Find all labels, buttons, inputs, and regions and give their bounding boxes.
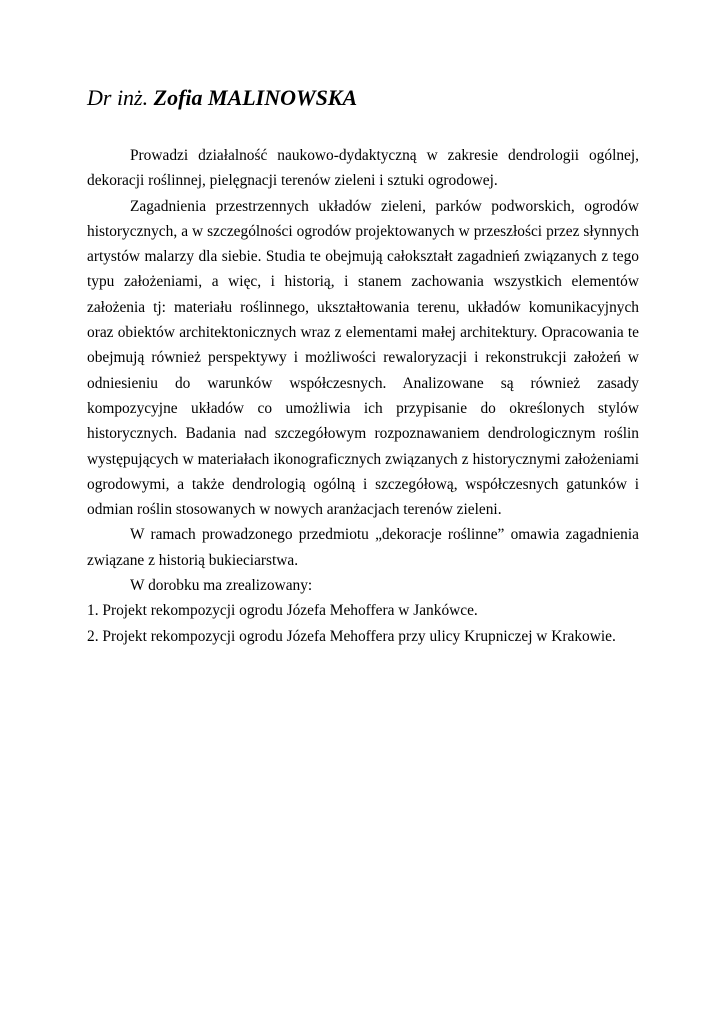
document-body: [87, 143, 639, 649]
paragraph-research: Zagadnienia przestrzennych układów zieleni, parków podworskich, ogrodów historycznych, a w szczególności ogrodów projektowanych w przeszłości przez słynnych artystów malarzy dla siebie. Studia te obejmują całokształt zagadnień związanych z tego typu założeniami, a więc, i historią, i stanem zachowania wszystkich elementów założenia tj: materiału roślinnego, ukształtowania terenu, układów komunikacyjnych oraz obiektów architektonicznych wraz z elementami małej architektury. Opracowania te obejmują również perspektywy i możliwości rewaloryzacji i rekonstrukcji założeń w odniesieniu do warunków współczesnych. Analizowane są również zasady kompozycyjne układów co umożliwia ich przypisanie do określonych stylów historycznych. Badania nad szczegółowym rozpoznawaniem dendrologicznym roślin występujących w materiałach ikonograficznych związanych z historycznymi założeniami ogrodowymi, a także dendrologią ogólną i szczegółową, współczesnych gatunków i odmian roślin stosowanych w nowych aranżacjach terenów zieleni.: [87, 197, 639, 519]
paragraph-course: W ramach prowadzonego przedmiotu „dekoracje roślinne” omawia zagadnienia związane z historią bukieciarstwa.: [87, 526, 639, 569]
paragraph-intro: Prowadzi działalność naukowo-dydaktyczną w zakresie dendrologii ogólnej, dekoracji roślinnej, pielęgnacji terenów zieleni i sztuki ogrodowej.: [87, 147, 639, 190]
paragraph-achievements-lead: W dorobku ma zrealizowany:: [130, 577, 313, 595]
title-prefix: Dr inż.: [87, 85, 154, 110]
list-item: 1. Projekt rekompozycji ogrodu Józefa Mehoffera w Jankówce.: [87, 602, 478, 620]
list-item: 2. Projekt rekompozycji ogrodu Józefa Mehoffera przy ulicy Krupniczej w Krakowie.: [87, 627, 616, 645]
page-title: [87, 84, 357, 112]
title-name: Zofia MALINOWSKA: [153, 85, 358, 110]
